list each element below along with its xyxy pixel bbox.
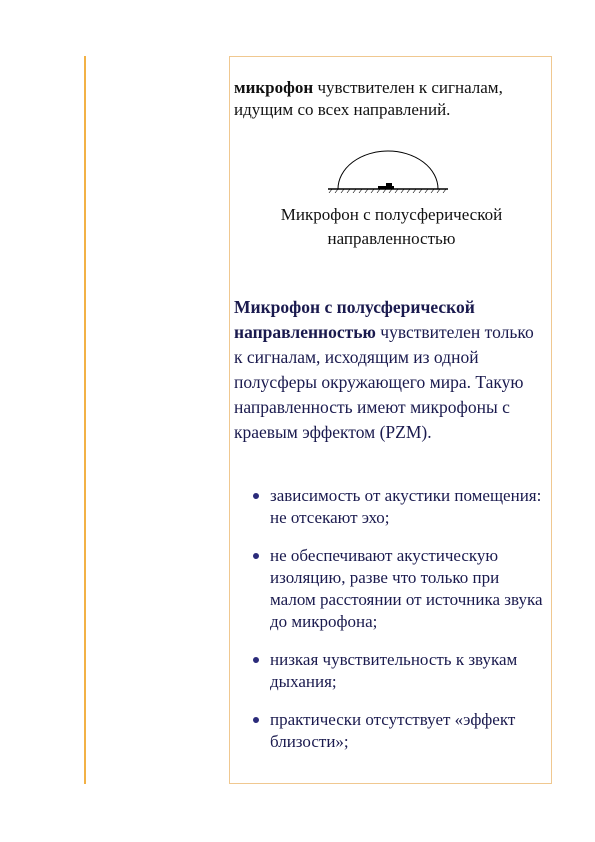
list-item	[230, 709, 553, 753]
figure-caption: Микрофон с полусферической направленностью	[280, 205, 503, 248]
list-item-text: не обеспечивают акустическую изоляцию, разве что только при малом расстоянии от источника звука до микрофона;	[270, 546, 543, 631]
main-bold-term: Микрофон с полусферической направленностью	[234, 297, 475, 342]
list-item-text: зависимость от акустики помещения: не отсекают эхо;	[270, 486, 542, 527]
list-item-text: практически отсутствует «эффект близости»;	[270, 710, 516, 751]
main-text: чувствителен только к сигналам, исходящим из одной полусферы окружающего мира. Такую направленность имеют микрофоны с краевым эффектом (PZM).	[234, 322, 534, 442]
intro-bold-term: микрофон	[234, 78, 314, 97]
bullet-icon	[253, 657, 259, 663]
bullet-icon	[253, 553, 259, 559]
list-item	[230, 485, 553, 529]
intro-paragraph	[234, 77, 548, 121]
bullet-icon	[253, 717, 259, 723]
list-item-text: низкая чувствительность к звукам дыхания;	[270, 650, 518, 691]
intro-text: чувствителен к сигналам, идущим со всех направлений.	[234, 78, 503, 119]
content-panel	[229, 56, 552, 784]
list-item	[230, 649, 553, 693]
list-item	[230, 545, 553, 633]
main-paragraph	[234, 295, 534, 445]
bullet-icon	[253, 493, 259, 499]
hemispherical-pattern-diagram	[326, 149, 450, 193]
feature-list	[230, 485, 553, 769]
microphone-icon	[378, 183, 394, 189]
left-accent-rule	[84, 56, 86, 784]
